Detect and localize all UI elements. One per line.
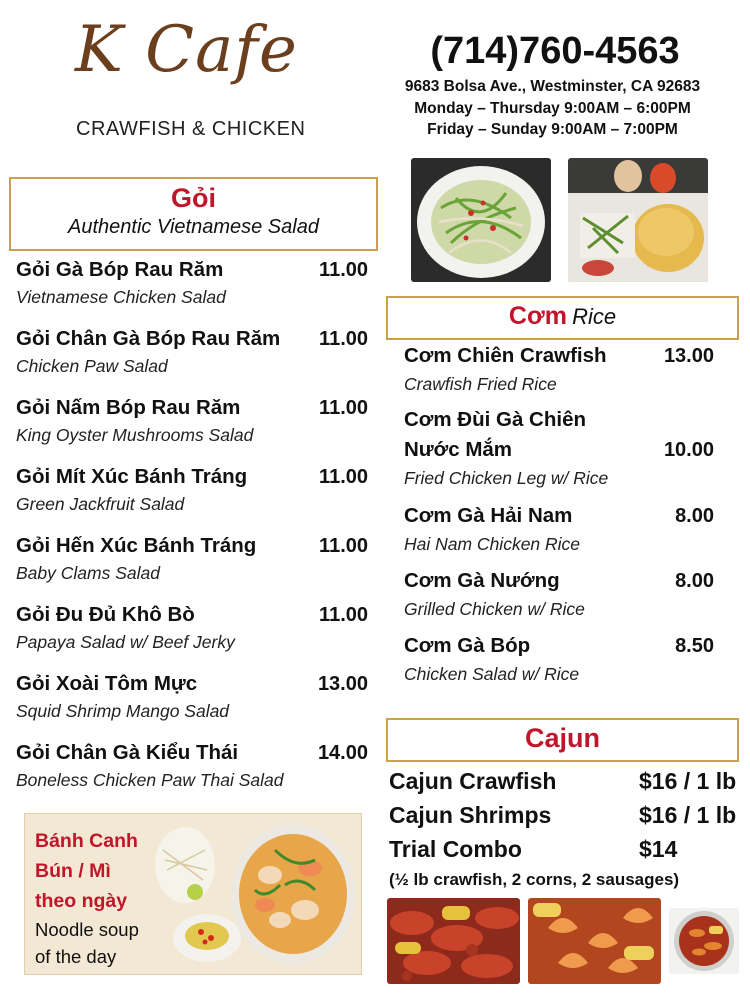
phone-number: (714)760-4563	[430, 30, 680, 72]
item-price: 14.00	[317, 742, 368, 764]
item-description: Chicken Paw Salad	[16, 356, 168, 376]
item-price: 11.00	[319, 604, 368, 626]
item-name: Gỏi Nấm Bóp Rau Răm	[16, 396, 241, 419]
item-description: Boneless Chicken Paw Thai Salad	[16, 770, 284, 790]
cajun-item-list	[389, 768, 737, 898]
item-price: 11.00	[319, 397, 368, 419]
hours-weekday: Monday – Thursday 9:00AM – 6:00PM	[414, 100, 691, 117]
list-item	[16, 534, 368, 594]
cajun-bowl-photo	[669, 908, 739, 974]
com-subtitle: Rice	[572, 304, 617, 329]
item-name: Cajun Crawfish	[389, 768, 557, 794]
item-price: 11.00	[319, 466, 368, 488]
list-item	[16, 603, 368, 663]
com-title: Cơm	[508, 302, 567, 330]
item-description: Green Jackfruit Salad	[16, 494, 185, 514]
item-description: Fried Chicken Leg w/ Rice	[404, 468, 609, 488]
cajun-section-header	[386, 718, 739, 762]
logo-subtitle: CRAWFISH & CHICKEN	[76, 118, 306, 140]
address: 9683 Bolsa Ave., Westminster, CA 92683	[404, 78, 701, 95]
item-name: Cơm Gà Hải Nam	[404, 504, 573, 527]
item-name: Cơm Gà Bóp	[404, 634, 531, 657]
item-price: 13.00	[663, 345, 714, 367]
item-price: 11.00	[319, 328, 368, 350]
goi-section-header	[9, 177, 378, 251]
item-price: $14	[639, 836, 678, 862]
logo-title: K Cafe	[75, 13, 298, 87]
item-name: Gỏi Chân Gà Kiểu Thái	[16, 741, 239, 764]
noodle-line-4: Noodle soup	[35, 919, 139, 940]
item-description: King Oyster Mushrooms Salad	[16, 425, 254, 445]
item-name: Gỏi Chân Gà Bóp Rau Răm	[16, 327, 281, 350]
item-price: $16 / 1 lb	[639, 768, 737, 794]
item-description: Crawfish Fried Rice	[404, 374, 557, 394]
list-item	[16, 258, 368, 318]
combo-note: (½ lb crawfish, 2 corns, 2 sausages)	[389, 870, 680, 889]
item-name: Cơm Đùi Gà Chiên	[404, 408, 587, 431]
noodle-line-1: Bánh Canh	[35, 830, 138, 852]
noodle-text	[35, 826, 165, 970]
list-item	[404, 344, 714, 399]
item-price: 8.00	[675, 505, 714, 527]
noodle-line-3: theo ngày	[35, 890, 128, 912]
noodle-line-5: of the day	[35, 946, 117, 967]
goi-title: Gỏi	[171, 183, 216, 213]
item-name: Gỏi Xoài Tôm Mực	[16, 672, 198, 695]
list-item	[16, 741, 368, 801]
list-item	[404, 634, 714, 689]
item-price: 11.00	[319, 535, 368, 557]
list-item	[16, 465, 368, 525]
cajun-title: Cajun	[524, 723, 600, 753]
item-description: Grilled Chicken w/ Rice	[404, 599, 585, 619]
item-name: Trial Combo	[389, 836, 522, 862]
item-description: Vietnamese Chicken Salad	[16, 287, 226, 307]
salad-photo	[411, 158, 551, 282]
item-name: Gỏi Gà Bóp Rau Răm	[16, 258, 224, 281]
hours-weekend: Friday – Sunday 9:00AM – 7:00PM	[427, 121, 678, 138]
item-price: $16 / 1 lb	[639, 802, 737, 828]
item-description: Hai Nam Chicken Rice	[404, 534, 581, 554]
list-item	[404, 504, 714, 559]
noodle-line-2: Bún / Mì	[35, 860, 111, 882]
list-item	[16, 327, 368, 387]
item-description: Chicken Salad w/ Rice	[404, 664, 580, 684]
list-item	[404, 408, 714, 493]
item-name: Cajun Shrimps	[389, 802, 552, 828]
item-name: Gỏi Hến Xúc Bánh Tráng	[16, 534, 257, 557]
chicken-rice-photo	[568, 158, 708, 282]
list-item	[404, 569, 714, 624]
item-name: Gỏi Mít Xúc Bánh Tráng	[16, 465, 248, 488]
item-description: Squid Shrimp Mango Salad	[16, 701, 230, 721]
item-name: Cơm Gà Nướng	[404, 569, 560, 592]
item-price: 8.50	[675, 635, 714, 657]
noodle-soup-box	[24, 813, 362, 975]
com-section-header	[386, 296, 739, 340]
item-name: Gỏi Đu Đủ Khô Bò	[16, 603, 195, 626]
goi-subtitle: Authentic Vietnamese Salad	[68, 216, 319, 238]
item-name: Cơm Chiên Crawfish	[404, 344, 607, 367]
item-name-line2: Nước Mắm	[404, 438, 513, 461]
shrimp-photo	[528, 898, 661, 984]
item-description: Baby Clams Salad	[16, 563, 160, 583]
item-price: 13.00	[317, 673, 368, 695]
list-item	[16, 396, 368, 456]
item-price: 11.00	[319, 259, 368, 281]
noodle-soup-photo	[155, 820, 355, 968]
item-price: 8.00	[675, 570, 714, 592]
list-item	[16, 672, 368, 732]
item-price: 10.00	[663, 439, 714, 461]
item-description: Papaya Salad w/ Beef Jerky	[16, 632, 235, 652]
crawfish-photo	[387, 898, 520, 984]
